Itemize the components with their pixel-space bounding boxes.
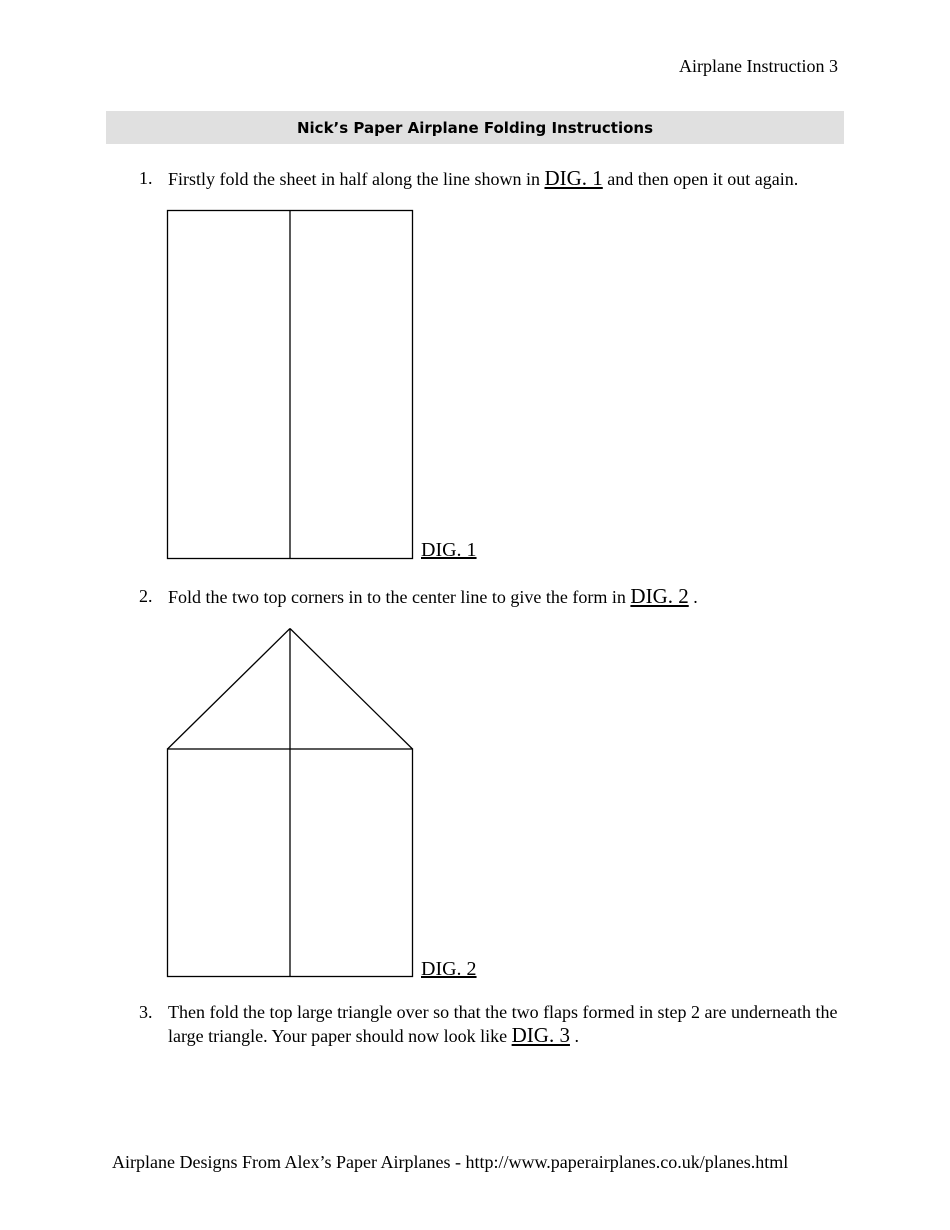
right-fold-edge — [290, 629, 413, 750]
step-text-after: . — [569, 1026, 579, 1046]
diagram-1-caption: DIG. 1 — [421, 539, 477, 561]
step-text-before: Then fold the top large triangle over so that the two flaps formed in step 2 are underneath the large triangle. Your paper should now look like — [168, 1002, 838, 1046]
step-number: 3. — [139, 1002, 153, 1022]
diagram-1 — [167, 210, 413, 560]
left-fold-edge — [168, 629, 291, 750]
step-text-before: Fold the two top corners in to the center line to give the form in — [168, 587, 631, 607]
diagram-2 — [167, 628, 413, 978]
document-title: Nick’s Paper Airplane Folding Instructions — [296, 118, 654, 137]
dig-reference: DIG. 3 — [511, 1023, 570, 1047]
step-text — [168, 167, 848, 191]
step-number: 1. — [139, 168, 153, 188]
page-label: Airplane Instruction 3 — [679, 56, 838, 76]
document-title-bar — [106, 111, 844, 144]
step-text-after: and then open it out again. — [602, 169, 799, 189]
step-text-after: . — [688, 587, 698, 607]
step-text — [168, 1001, 840, 1048]
dig-reference: DIG. 1 — [544, 166, 603, 190]
step-text — [168, 585, 848, 609]
dig-reference: DIG. 2 — [630, 584, 689, 608]
diagram-2-caption: DIG. 2 — [421, 958, 477, 980]
step-text-before: Firstly fold the sheet in half along the line shown in — [168, 169, 545, 189]
footer-credit: Airplane Designs From Alex’s Paper Airplanes - http://www.paperairplanes.co.uk/planes.html — [112, 1152, 789, 1172]
step-number: 2. — [139, 586, 153, 606]
